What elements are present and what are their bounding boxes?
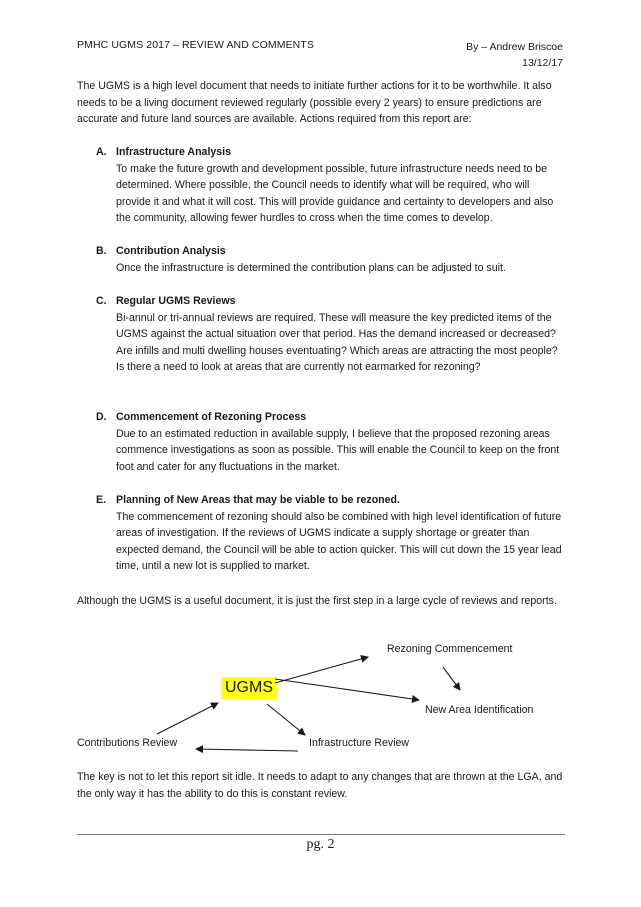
intro-paragraph: The UGMS is a high level document that needs to initiate further actions for it to be worthwhile. It also needs to be a living document reviewed regularly (possible every 2 years) to ensure predictions are accurate and future land sources are available. Actions required from this report are: bbox=[77, 80, 552, 125]
section-letter: E. bbox=[96, 494, 107, 506]
header-meta bbox=[466, 39, 563, 71]
header-title: PMHC UGMS 2017 – REVIEW AND COMMENTS bbox=[77, 39, 314, 51]
section-infrastructure-analysis bbox=[96, 144, 566, 227]
arrow-contributions-to-ugms bbox=[157, 703, 218, 734]
section-body: Due to an estimated reduction in available supply, I believe that the proposed rezoning areas commence investigations as soon as possible. This will enable the Council to keep on the front foot and cater for any fluctuations in the market. bbox=[116, 427, 560, 473]
section-body: To make the future growth and development possible, future infrastructure needs need to be determined. Where possible, the Council needs to identify what will be required, who will provide it and what it will cost. This will provide guidance and certainty to developers and also the community, allowing fewer hurdles to cross when the time comes to develop. bbox=[116, 162, 554, 224]
diagram-contributions-label: Contributions Review bbox=[77, 737, 178, 749]
section-title: Regular UGMS Reviews bbox=[116, 295, 236, 307]
section-contribution-analysis bbox=[96, 243, 566, 276]
arrow-ugms-to-new-area bbox=[275, 679, 419, 700]
footer-divider bbox=[77, 834, 565, 835]
diagram-ugms-label: UGMS bbox=[221, 677, 277, 699]
arrow-ugms-to-rezoning bbox=[275, 657, 368, 683]
arrow-rezoning-to-new-area bbox=[443, 667, 460, 690]
section-title: Contribution Analysis bbox=[116, 245, 226, 257]
diagram-rezoning-label: Rezoning Commencement bbox=[387, 643, 513, 655]
closing-paragraph-1: Although the UGMS is a useful document, it is just the first step in a large cycle of reviews and reports. bbox=[77, 595, 557, 607]
section-letter: C. bbox=[96, 295, 107, 307]
diagram-new-area-label: New Area Identification bbox=[425, 704, 534, 716]
section-title: Planning of New Areas that may be viable to be rezoned. bbox=[116, 494, 400, 506]
header-date: 13/12/17 bbox=[522, 57, 563, 69]
section-title: Infrastructure Analysis bbox=[116, 146, 231, 158]
header-author: By – Andrew Briscoe bbox=[466, 41, 563, 53]
section-regular-ugms-reviews bbox=[96, 293, 566, 376]
section-body: The commencement of rezoning should also be combined with high level identification of future areas of investigation. If the reviews of UGMS indicate a supply shortage or greater than expected demand, the Council will be able to action quicker. This will cut down the 15 year lead time, until a new lot is supplied to market. bbox=[116, 510, 562, 572]
section-letter: B. bbox=[96, 245, 107, 257]
closing-paragraph-2: The key is not to let this report sit idle. It needs to adapt to any changes that are thrown at the LGA, and the only way it has the ability to do this is constant review. bbox=[77, 771, 563, 800]
section-letter: A. bbox=[96, 146, 107, 158]
section-body: Once the infrastructure is determined the contribution plans can be adjusted to suit. bbox=[116, 261, 506, 274]
diagram-infrastructure-label: Infrastructure Review bbox=[309, 737, 410, 749]
section-body: Bi-annul or tri-annual reviews are required. These will measure the key predicted items of the UGMS against the actual situation over that period. Has the demand increased or decreased? Are infills and multi dwelling houses eventuating? Which areas are attracting the most people? Is there a need to look at areas that are currently not earmarked for rezoning? bbox=[116, 311, 558, 373]
section-title: Commencement of Rezoning Process bbox=[116, 411, 307, 423]
section-letter: D. bbox=[96, 411, 107, 423]
page-number: pg. 2 bbox=[306, 837, 335, 852]
section-commencement-of-rezoning bbox=[96, 409, 566, 475]
section-planning-new-areas bbox=[96, 492, 566, 575]
arrow-ugms-to-infrastructure bbox=[267, 704, 305, 735]
arrow-infrastructure-to-contributions bbox=[196, 749, 298, 751]
